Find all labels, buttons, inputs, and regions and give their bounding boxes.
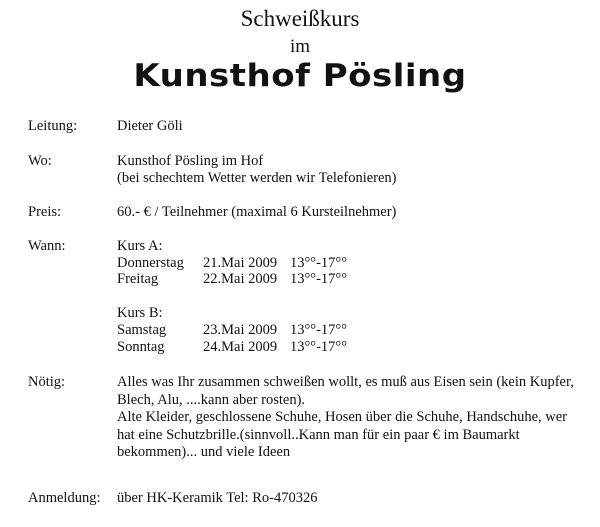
kurs-a-title: Kurs A: (117, 238, 163, 254)
kurs-a-day-1: Donnerstag (117, 255, 184, 271)
kurs-b-day-2: Sonntag (117, 339, 165, 355)
kurs-a-day-2: Freitag (117, 271, 159, 287)
anmeldung-label: Anmeldung: (28, 490, 101, 506)
wann-label: Wann: (28, 238, 66, 254)
kurs-b-date-1: 23.Mai 2009 (203, 322, 278, 338)
kurs-b-title: Kurs B: (117, 305, 163, 321)
noetig-paragraph-1: Alles was Ihr zusammen schweißen wollt, es muß aus Eisen sein (kein Kupfer, Blech, Alu, ....kann aber rosten). (117, 374, 574, 408)
kurs-b-date-2: 24.Mai 2009 (203, 339, 278, 355)
noetig-text (117, 374, 587, 462)
anmeldung-value: über HK-Keramik Tel: Ro-470326 (117, 490, 318, 506)
title-kunsthof: Kunsthof Pösling (133, 57, 467, 95)
kurs-a-date-2: 22.Mai 2009 (203, 271, 278, 287)
leitung-value: Dieter Göli (117, 118, 183, 134)
wo-line-2: (bei schechtem Wetter werden wir Telefonieren) (117, 170, 397, 186)
preis-label: Preis: (28, 204, 62, 220)
kurs-b-day-1: Samstag (117, 322, 167, 338)
leitung-label: Leitung: (28, 118, 78, 134)
kurs-b-time-1: 13°°-17°° (290, 322, 348, 338)
preis-value: 60.- € / Teilnehmer (maximal 6 Kursteilnehmer) (117, 204, 397, 220)
noetig-paragraph-2: Alte Kleider, geschlossene Schuhe, Hosen über die Schuhe, Handschuhe, wer hat eine Schutzbrille.(sinnvoll..Kann man für ein paar € im Baumarkt bekommen)... und viele Ideen (117, 409, 567, 460)
title-im: im (289, 36, 311, 57)
title-schweisskurs: Schweißkurs (240, 6, 360, 31)
kurs-b-time-2: 13°°-17°° (290, 339, 348, 355)
kurs-a-time-1: 13°°-17°° (290, 255, 348, 271)
kurs-a-time-2: 13°°-17°° (290, 271, 348, 287)
wo-label: Wo: (28, 153, 52, 169)
noetig-label: Nötig: (28, 374, 66, 390)
kurs-a-date-1: 21.Mai 2009 (203, 255, 278, 271)
wo-line-1: Kunsthof Pösling im Hof (117, 153, 264, 169)
